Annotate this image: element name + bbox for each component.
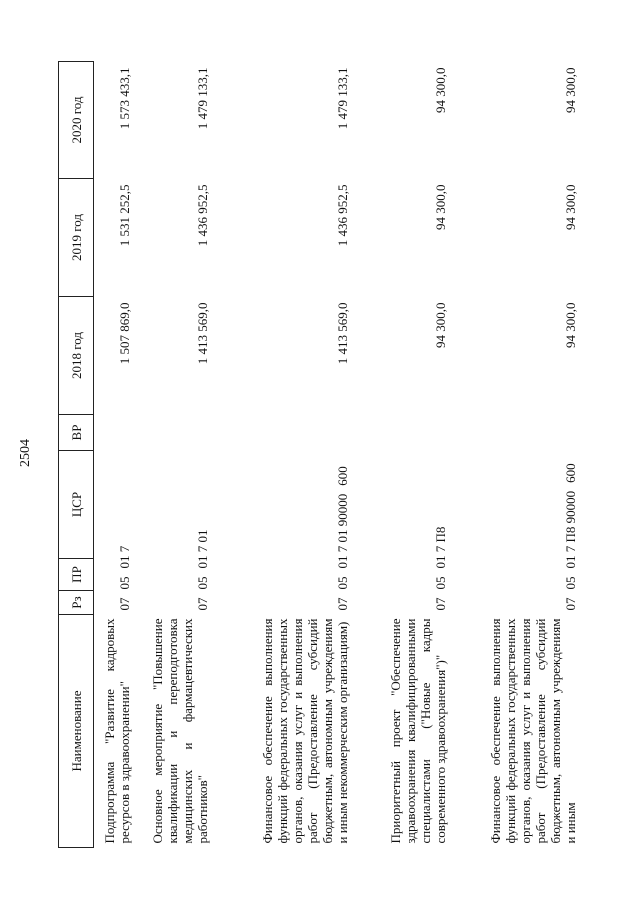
row-2018: 1 413 569,0 <box>194 302 210 365</box>
row-pr: 05 <box>563 576 578 590</box>
header-2019: 2019 год <box>59 179 94 297</box>
row-2020: 94 300,0 <box>563 67 578 113</box>
row-2019: 1 436 952,5 <box>194 184 210 247</box>
row-csr: 01 7 П8 90000 <box>563 490 578 569</box>
table-row <box>450 62 580 848</box>
header-rz: Рз <box>59 591 94 615</box>
row-rz: 07 <box>194 597 210 611</box>
row-vr: 600 <box>563 463 578 483</box>
row-pr: 05 <box>194 576 210 590</box>
row-2018: 94 300,0 <box>563 302 578 348</box>
row-rz: 07 <box>432 597 448 611</box>
row-vr: 600 <box>334 466 350 486</box>
table-row <box>94 62 134 848</box>
row-codes <box>134 415 212 615</box>
table-row <box>212 62 352 848</box>
row-name: Подпрограмма "Развитие кадровых ресурсов в здравоохранении" <box>101 618 132 844</box>
row-pr: 05 <box>334 576 350 590</box>
table-header-row <box>59 62 94 848</box>
header-pr: ПР <box>59 559 94 591</box>
row-rz: 07 <box>563 597 578 611</box>
page-number-text: 2504 <box>18 439 33 467</box>
row-2020: 1 573 433,1 <box>116 67 132 130</box>
page-number <box>12 439 40 467</box>
row-name: Приоритетный проект "Обеспечение здравоохранения квалифицированными специалистами ("Новые кадры современного здравоохранения")" <box>387 618 448 844</box>
row-codes <box>450 415 580 615</box>
row-codes <box>212 415 352 615</box>
row-codes <box>94 415 134 615</box>
row-rz: 07 <box>334 597 350 611</box>
row-2019: 94 300,0 <box>432 184 448 230</box>
row-pr: 05 <box>116 576 132 590</box>
row-2020: 94 300,0 <box>432 67 448 113</box>
row-csr: 01 7 П8 <box>432 526 448 569</box>
header-2018: 2018 год <box>59 297 94 415</box>
header-name: Наименование <box>59 615 94 848</box>
table-row <box>134 62 212 848</box>
row-name: Финансовое обеспечение выполнения функций федеральных государственных органов, оказания услуг и выполнения работ (Предоставление субсидий бюджетным, автономным учреждениям и иным некоммерческим организациям) <box>259 618 350 844</box>
row-name: Финансовое обеспечение выполнения функций федеральных государственных органов, оказания услуг и выполнения работ (Предоставление субсидий бюджетным, автономным учреждениям и иным <box>488 618 578 844</box>
row-2019: 1 531 252,5 <box>116 184 132 247</box>
row-csr: 01 7 <box>116 545 132 569</box>
row-2018: 1 507 869,0 <box>116 302 132 365</box>
row-2019: 1 436 952,5 <box>334 184 350 247</box>
budget-table <box>58 61 580 848</box>
row-2019: 94 300,0 <box>563 184 578 230</box>
row-name: Основное мероприятие "Повышение квалификации и переподготовка медицинских и фармацевтических работников" <box>149 618 210 844</box>
budget-table-rotated <box>58 62 580 848</box>
row-pr: 05 <box>432 576 448 590</box>
row-csr: 01 7 01 90000 <box>334 493 350 569</box>
header-csr: ЦСР <box>59 451 94 559</box>
row-csr: 01 7 01 <box>194 529 210 569</box>
row-2018: 1 413 569,0 <box>334 302 350 365</box>
row-2020: 1 479 133,1 <box>194 67 210 130</box>
row-2020: 1 479 133,1 <box>334 67 350 130</box>
header-vr: ВР <box>59 415 94 451</box>
row-codes <box>352 415 450 615</box>
row-2018: 94 300,0 <box>432 302 448 348</box>
row-rz: 07 <box>116 597 132 611</box>
table-row <box>352 62 450 848</box>
header-2020: 2020 год <box>59 62 94 179</box>
